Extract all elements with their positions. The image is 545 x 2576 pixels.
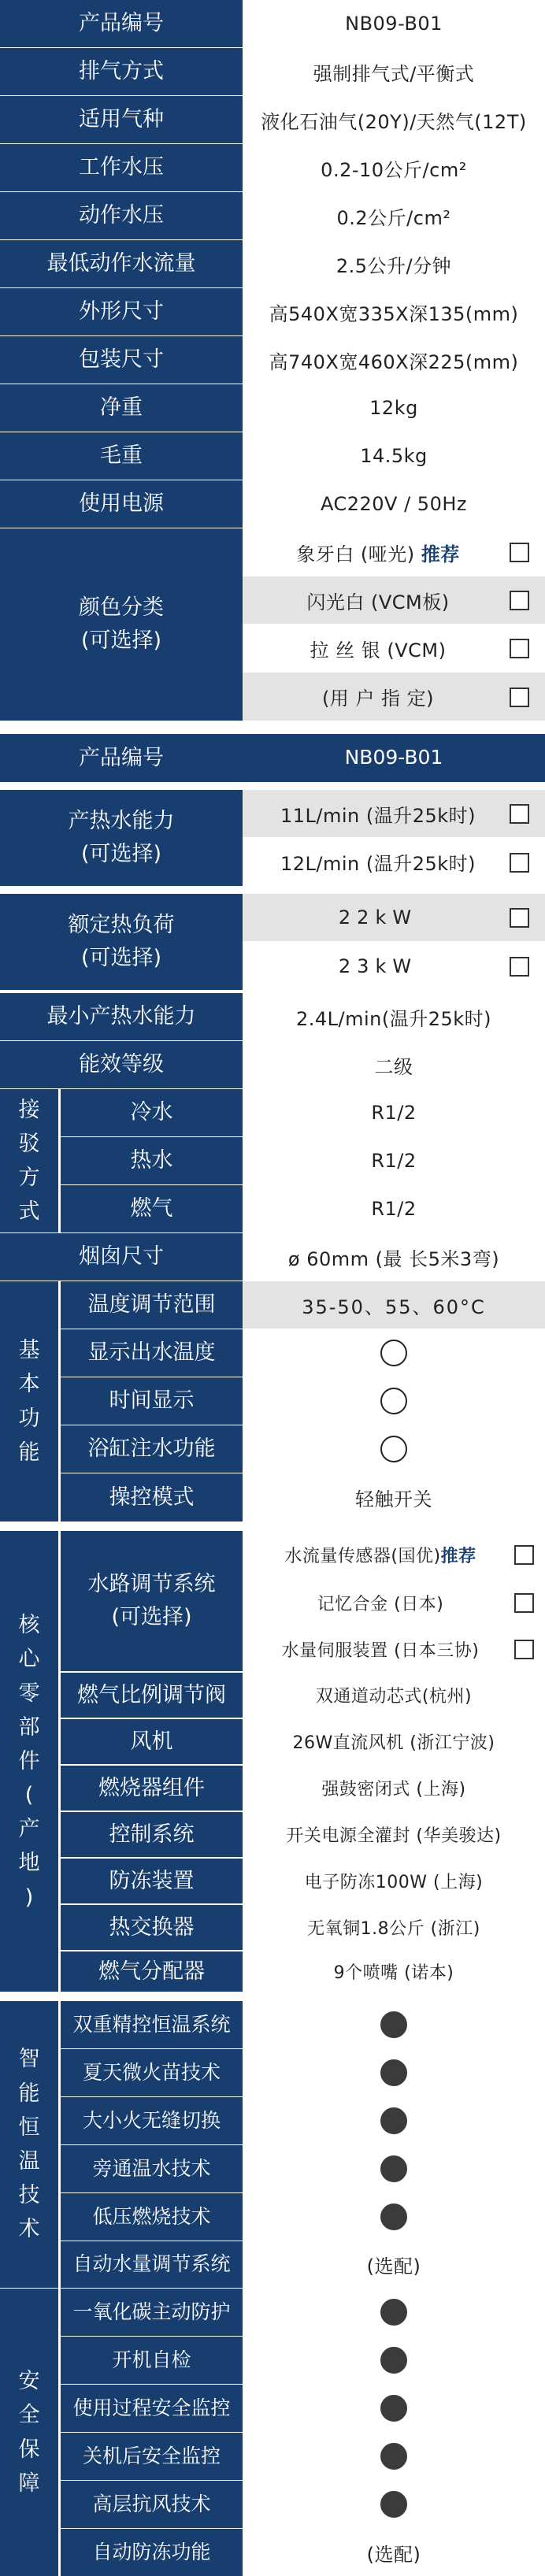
checkbox[interactable] [514, 1593, 534, 1613]
row-value: 开关电源全灌封 (华美骏达) [243, 1812, 545, 1857]
row-value: (选配) [243, 2529, 545, 2576]
checkbox[interactable] [510, 688, 529, 707]
row-value: 2.4L/min(温升25k时) [243, 993, 545, 1040]
row-value: 液化石油气(20Y)/天然气(12T) [243, 96, 545, 143]
row-label: 使用电源 [0, 480, 243, 528]
row-value: AC220V / 50Hz [243, 480, 545, 528]
feature-mark [243, 2049, 545, 2096]
water-system-label: 水路调节系统 (可选择) [61, 1531, 243, 1671]
row-value: R1/2 [243, 1089, 545, 1136]
feature-mark [243, 2193, 545, 2241]
load-label: 额定热负荷 (可选择) [0, 894, 243, 990]
checkbox[interactable] [510, 908, 529, 928]
row-label: 包装尺寸 [0, 336, 243, 384]
row-value: 无氧铜1.8公斤 (浙江) [243, 1905, 545, 1950]
row-value: 二级 [243, 1041, 545, 1088]
open-circle-icon [380, 1436, 407, 1462]
row-label: 低压燃烧技术 [61, 2193, 243, 2241]
row-value: 0.2公斤/cm² [243, 192, 545, 239]
water-option[interactable]: 水量伺服装置 (日本三协) [243, 1627, 545, 1671]
filled-circle-icon [380, 2299, 407, 2326]
row-label: 最低动作水流量 [0, 240, 243, 287]
filled-circle-icon [380, 2491, 407, 2518]
row-label: 高层抗风技术 [61, 2481, 243, 2528]
row-label: 动作水压 [0, 192, 243, 239]
feature-mark [243, 2145, 545, 2192]
section-divider [0, 990, 545, 993]
row-label: 烟囱尺寸 [0, 1233, 243, 1281]
row-value: (选配) [243, 2241, 545, 2288]
feature-mark [243, 2289, 545, 2336]
filled-circle-icon [380, 2347, 407, 2374]
filled-circle-icon [380, 2059, 407, 2086]
core-group-label: 核 心 零 部 件 ( 产 地 ) [0, 1531, 58, 1992]
row-value: 9个喷嘴 (诺本) [243, 1951, 545, 1992]
row-label: 使用过程安全监控 [61, 2385, 243, 2432]
row-label: 双重精控恒温系统 [61, 2001, 243, 2048]
open-circle-icon [380, 1340, 407, 1366]
row-label: 工作水压 [0, 144, 243, 191]
color-option[interactable]: 闪光白 (VCM板) [243, 576, 545, 624]
row-label: 防冻装置 [61, 1859, 243, 1903]
feature-mark [243, 2481, 545, 2528]
row-label: 最小产热水能力 [0, 993, 243, 1040]
row-label: 冷水 [61, 1089, 243, 1136]
row-label: 自动水量调节系统 [61, 2241, 243, 2288]
row-value: R1/2 [243, 1137, 545, 1184]
row-label: 热水 [61, 1137, 243, 1184]
feature-mark [243, 2385, 545, 2432]
checkbox[interactable] [510, 543, 529, 562]
row-value: 14.5kg [243, 432, 545, 480]
filled-circle-icon [380, 2107, 407, 2134]
row-label: 适用气种 [0, 96, 243, 143]
filled-circle-icon [380, 2155, 407, 2182]
filled-circle-icon [380, 2443, 407, 2470]
row-label: 自动防冻功能 [61, 2529, 243, 2576]
row-label: 燃烧器组件 [61, 1766, 243, 1811]
row-value: ø 60mm (最 长5米3弯) [243, 1233, 545, 1281]
section-divider [0, 782, 545, 790]
row-label: 夏天微火苗技术 [61, 2049, 243, 2096]
row-value: 高540X宽335X深135(mm) [243, 288, 545, 335]
row-value: 强鼓密闭式 (上海) [243, 1766, 545, 1811]
row-label: 能效等级 [0, 1041, 243, 1088]
water-option[interactable]: 记忆合金 (日本) [243, 1579, 545, 1626]
checkbox[interactable] [510, 591, 529, 610]
row-label: 排气方式 [0, 48, 243, 95]
row-label: 时间显示 [61, 1377, 243, 1425]
row-label: 控制系统 [61, 1812, 243, 1857]
color-option[interactable]: 象牙白 (哑光) 推荐 [243, 528, 545, 576]
row-value: 2.5公升/分钟 [243, 240, 545, 287]
row-value: NB09-B01 [243, 734, 545, 782]
row-label: 燃气比例调节阀 [61, 1673, 243, 1718]
checkbox[interactable] [514, 1545, 534, 1565]
row-value: R1/2 [243, 1185, 545, 1232]
row-label: 燃气分配器 [61, 1951, 243, 1992]
section-divider [0, 1522, 545, 1531]
row-value: 0.2-10公斤/cm² [243, 144, 545, 191]
row-label: 浴缸注水功能 [61, 1425, 243, 1473]
filled-circle-icon [380, 2011, 407, 2038]
load-option[interactable]: 23kW [243, 942, 545, 990]
smart-group-label: 智 能 恒 温 技 术 [0, 2001, 58, 2288]
row-label: 产品编号 [0, 734, 243, 782]
feature-mark [243, 2433, 545, 2480]
basic-group-label: 基 本 功 能 [0, 1281, 58, 1522]
row-label: 净重 [0, 384, 243, 432]
row-label: 显示出水温度 [61, 1329, 243, 1377]
row-label: 旁通温水技术 [61, 2145, 243, 2192]
feature-mark [243, 2337, 545, 2384]
row-value: 高740X宽460X深225(mm) [243, 336, 545, 384]
heat-option[interactable]: 11L/min (温升25k时) [243, 790, 545, 837]
heat-option[interactable]: 12L/min (温升25k时) [243, 838, 545, 886]
safety-group-label: 安 全 保 障 [0, 2289, 58, 2576]
checkbox[interactable] [514, 1640, 534, 1659]
row-label: 热交换器 [61, 1905, 243, 1950]
open-circle-icon [380, 1388, 407, 1414]
row-value: 26W直流风机 (浙江宁波) [243, 1719, 545, 1764]
row-label: 大小火无缝切换 [61, 2097, 243, 2144]
row-label: 毛重 [0, 432, 243, 480]
filled-circle-icon [380, 2203, 407, 2230]
color-option[interactable]: (用 户 指 定) [243, 673, 545, 721]
row-label: 风机 [61, 1719, 243, 1764]
water-option[interactable]: 水流量传感器(国优)推荐 [243, 1531, 545, 1578]
checkbox[interactable] [510, 804, 529, 824]
feature-mark [243, 1377, 545, 1425]
checkbox[interactable] [510, 853, 529, 873]
feature-mark [243, 2097, 545, 2144]
section-divider [0, 721, 545, 734]
connection-group-label: 接 驳 方 式 [0, 1089, 58, 1232]
feature-mark [243, 1329, 545, 1377]
row-label: 一氧化碳主动防护 [61, 2289, 243, 2336]
row-label: 燃气 [61, 1185, 243, 1232]
row-label: 温度调节范围 [61, 1281, 243, 1329]
row-value: 双通道动芯式(杭州) [243, 1673, 545, 1718]
row-value: 35-50、55、60°C [243, 1281, 545, 1329]
row-value: 电子防冻100W (上海) [243, 1859, 545, 1903]
row-value: 轻触开关 [243, 1473, 545, 1522]
checkbox[interactable] [510, 639, 529, 658]
section-divider [0, 886, 545, 894]
filled-circle-icon [380, 2395, 407, 2422]
row-label: 产品编号 [0, 0, 243, 47]
row-label: 关机后安全监控 [61, 2433, 243, 2480]
load-option[interactable]: 22kW [243, 894, 545, 941]
section-divider [0, 1992, 545, 2001]
row-value: 12kg [243, 384, 545, 432]
row-value: NB09-B01 [243, 0, 545, 47]
color-label: 颜色分类 (可选择) [0, 528, 243, 721]
color-option[interactable]: 拉 丝 银 (VCM) [243, 625, 545, 672]
row-label: 操控模式 [61, 1473, 243, 1522]
heat-label: 产热水能力 (可选择) [0, 790, 243, 886]
feature-mark [243, 2001, 545, 2048]
row-value: 强制排气式/平衡式 [243, 48, 545, 95]
feature-mark [243, 1425, 545, 1473]
checkbox[interactable] [510, 957, 529, 977]
row-label: 外形尺寸 [0, 288, 243, 335]
row-label: 开机自检 [61, 2337, 243, 2384]
